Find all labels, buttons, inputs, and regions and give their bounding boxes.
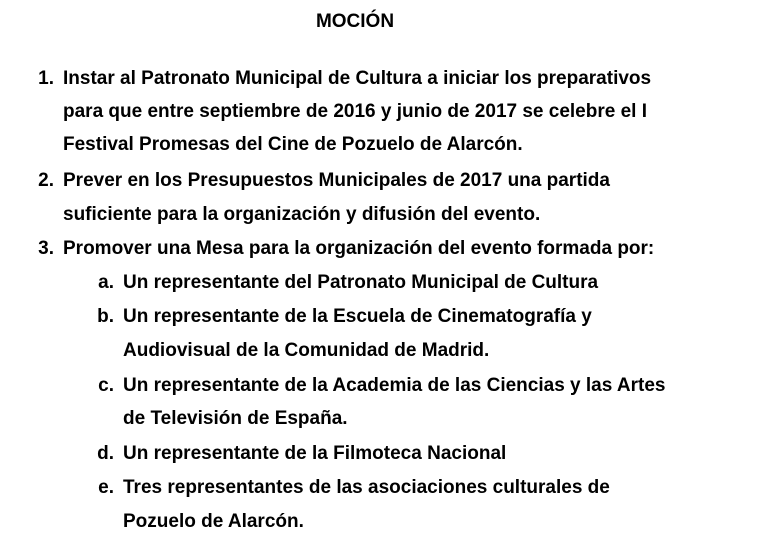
text-line: suficiente para la organización y difusión del evento.	[63, 204, 541, 225]
text-line: Un representante de la Academia de las Ciencias y las Artes	[123, 375, 666, 396]
text-line: Prever en los Presupuestos Municipales de 2017 una partida	[63, 170, 610, 191]
sub-item-c	[88, 369, 708, 435]
sub-item-text	[123, 369, 708, 435]
sub-item-text	[123, 471, 708, 539]
document-title: MOCIÓN	[315, 11, 395, 32]
list-item-text	[63, 164, 708, 232]
list-marker: 3.	[38, 238, 54, 259]
text-line: para que entre septiembre de 2016 y junio de 2017 se celebre el I	[63, 101, 647, 122]
sub-list-marker: d.	[97, 443, 114, 464]
text-line: Pozuelo de Alarcón.	[123, 511, 304, 532]
sub-item-b	[88, 300, 708, 368]
text-line: de Televisión de España.	[123, 408, 348, 429]
text-line: Audiovisual de la Comunidad de Madrid.	[123, 340, 490, 361]
text-line: Un representante de la Filmoteca Nacional	[123, 443, 507, 464]
list-marker: 2.	[38, 170, 54, 191]
text-line: Festival Promesas del Cine de Pozuelo de Alarcón.	[63, 134, 523, 155]
sub-item-text	[123, 266, 708, 300]
text-line: Un representante de la Escuela de Cinematografía y	[123, 306, 592, 327]
sub-item-text	[123, 437, 708, 471]
list-item-1	[30, 62, 708, 161]
text-line: Instar al Patronato Municipal de Cultura a iniciar los preparativos	[63, 68, 652, 89]
text-line: Promover una Mesa para la organización del evento formada por:	[63, 238, 655, 259]
list-item-text	[63, 62, 708, 161]
sub-item-e	[88, 471, 708, 539]
list-item-2	[30, 164, 708, 232]
sub-item-d	[88, 437, 708, 471]
sub-list-marker: b.	[97, 306, 114, 327]
sub-item-a	[88, 266, 708, 300]
list-marker: 1.	[38, 68, 54, 89]
list-item-3	[30, 232, 708, 266]
sub-list-marker: e.	[98, 477, 114, 498]
text-line: Un representante del Patronato Municipal de Cultura	[123, 272, 599, 293]
sub-list-marker: c.	[98, 375, 114, 396]
list-item-text	[63, 232, 708, 266]
sub-item-text	[123, 300, 708, 368]
sub-list-marker: a.	[98, 272, 114, 293]
text-line: Tres representantes de las asociaciones culturales de	[123, 477, 610, 498]
